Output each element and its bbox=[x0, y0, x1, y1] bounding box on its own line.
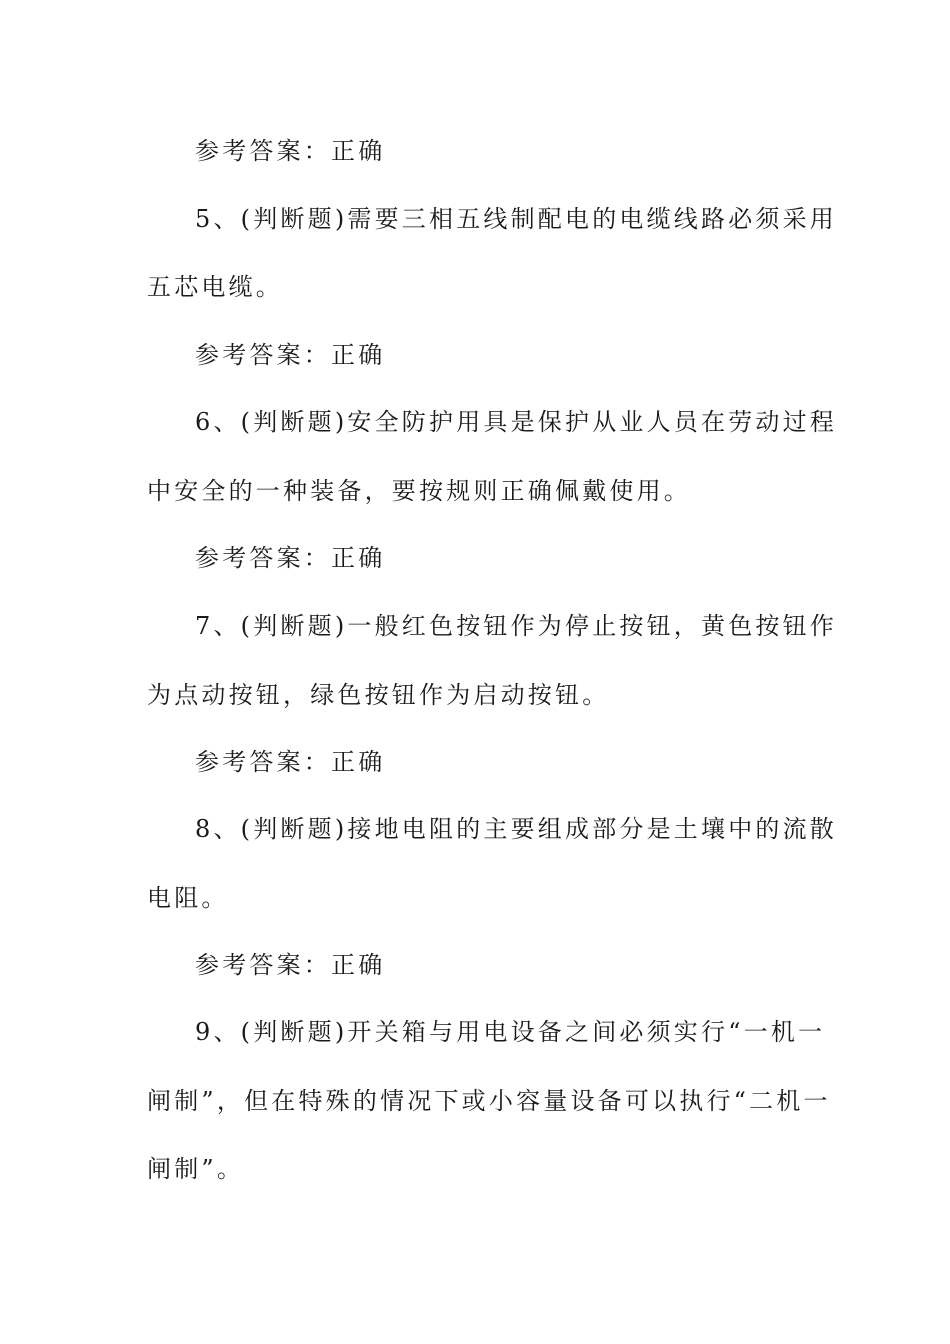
question-9-line-2 bbox=[147, 1084, 831, 1118]
question-number: 6、 bbox=[195, 408, 241, 436]
answer-value: 正确 bbox=[331, 341, 386, 369]
answer-label: 参考答案： bbox=[195, 137, 331, 165]
answer-line-q7 bbox=[195, 745, 385, 779]
question-type: (判断题) bbox=[240, 1018, 348, 1046]
answer-value: 正确 bbox=[331, 748, 386, 776]
answer-label: 参考答案： bbox=[195, 951, 331, 979]
question-text: 安全防护用具是保护从业人员在劳动过程 bbox=[347, 408, 838, 436]
question-type: (判断题) bbox=[240, 612, 348, 640]
answer-label: 参考答案： bbox=[195, 341, 331, 369]
question-text: 需要三相五线制配电的电缆线路必须采用 bbox=[347, 205, 838, 233]
answer-value: 正确 bbox=[331, 137, 386, 165]
question-5-line-2 bbox=[147, 270, 283, 304]
answer-line-q8 bbox=[195, 948, 385, 982]
question-text: 开关箱与用电设备之间必须实行“一机一 bbox=[347, 1018, 826, 1046]
answer-line-q4 bbox=[195, 134, 385, 168]
question-text: 一般红色按钮作为停止按钮，黄色按钮作 bbox=[347, 612, 838, 640]
question-text: 电阻。 bbox=[147, 884, 229, 912]
question-6-line-1 bbox=[195, 405, 837, 439]
question-text: 五芯电缆。 bbox=[147, 273, 283, 301]
question-text: 闸制”，但在特殊的情况下或小容量设备可以执行“二机一 bbox=[147, 1087, 831, 1115]
question-type: (判断题) bbox=[240, 205, 348, 233]
question-text: 中安全的一种装备，要按规则正确佩戴使用。 bbox=[147, 477, 691, 505]
question-text: 为点动按钮，绿色按钮作为启动按钮。 bbox=[147, 681, 610, 709]
question-number: 9、 bbox=[195, 1018, 241, 1046]
question-9-line-3 bbox=[147, 1152, 244, 1186]
answer-label: 参考答案： bbox=[195, 748, 331, 776]
question-text: 闸制”。 bbox=[147, 1155, 245, 1183]
answer-label: 参考答案： bbox=[195, 544, 331, 572]
answer-line-q6 bbox=[195, 541, 385, 575]
question-8-line-2 bbox=[147, 881, 229, 915]
question-5-line-1 bbox=[195, 202, 837, 236]
answer-line-q5 bbox=[195, 338, 385, 372]
question-text: 接地电阻的主要组成部分是土壤中的流散 bbox=[347, 815, 838, 843]
question-7-line-1 bbox=[195, 609, 837, 643]
question-number: 5、 bbox=[195, 205, 241, 233]
question-7-line-2 bbox=[147, 678, 609, 712]
question-6-line-2 bbox=[147, 474, 691, 508]
answer-value: 正确 bbox=[331, 544, 386, 572]
question-type: (判断题) bbox=[240, 408, 348, 436]
question-number: 8、 bbox=[195, 815, 241, 843]
question-number: 7、 bbox=[195, 612, 241, 640]
question-type: (判断题) bbox=[240, 815, 348, 843]
question-9-line-1 bbox=[195, 1015, 825, 1049]
answer-value: 正确 bbox=[331, 951, 386, 979]
question-8-line-1 bbox=[195, 812, 837, 846]
